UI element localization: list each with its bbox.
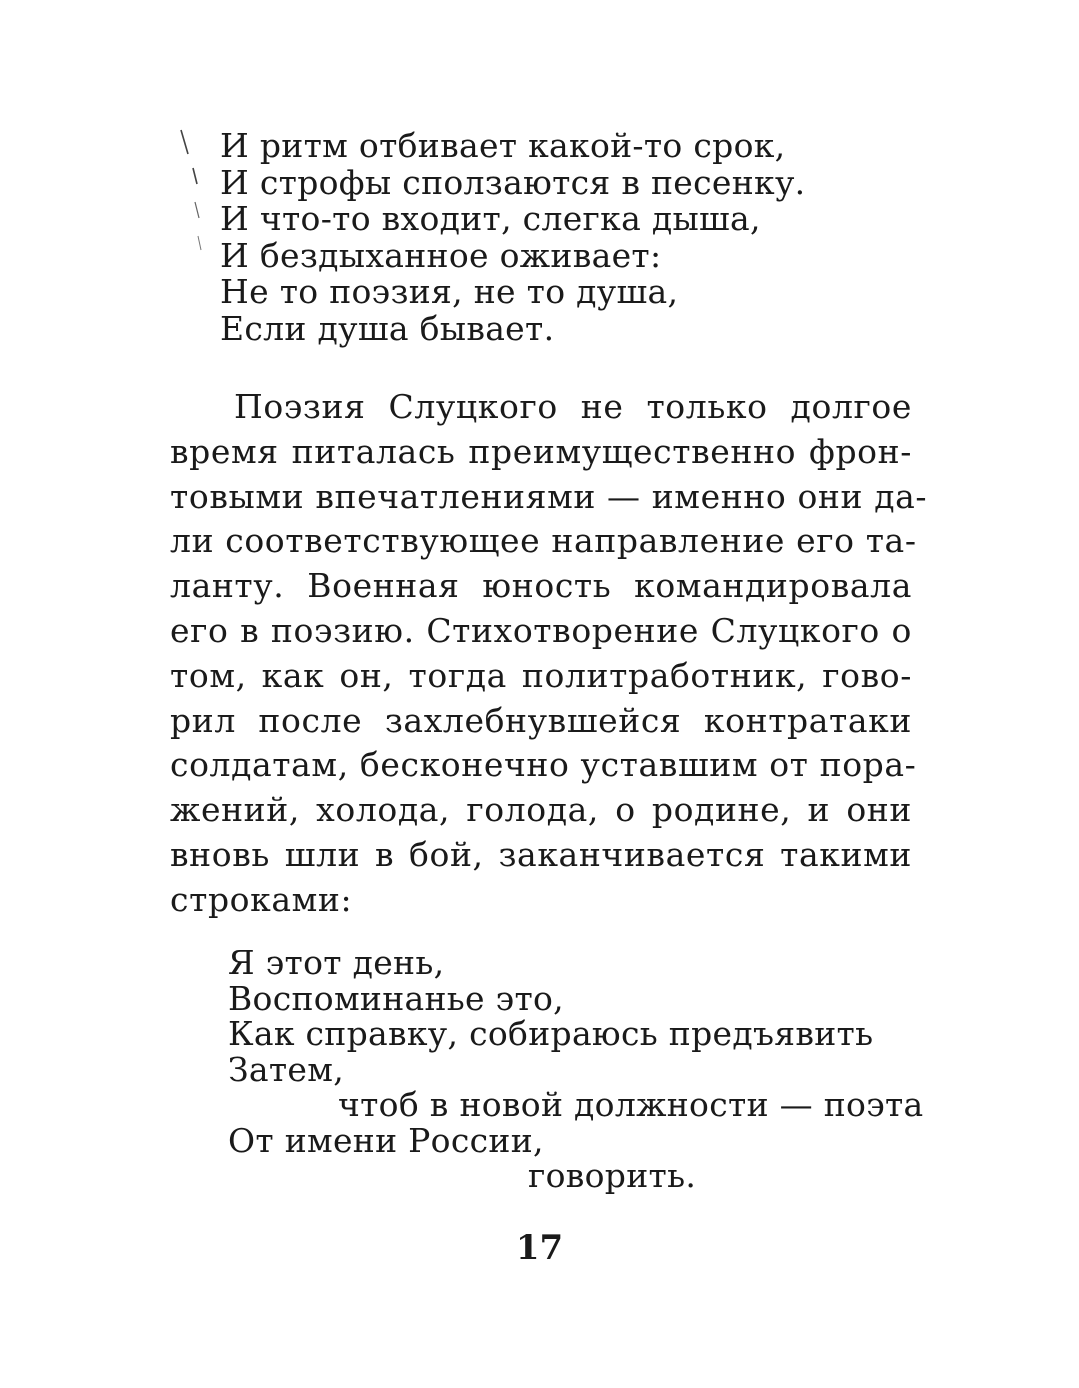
verse-line: И бездыханное оживает: [220,235,662,275]
prose-line: жений, холода, голода, о родине, и они [170,790,912,830]
margin-pencil-mark [178,128,218,268]
prose-line: Поэзия Слуцкого не только долгое [234,387,912,426]
verse-line: Не то поэзия, не то душа, [220,272,679,311]
prose-line: ли соответствующее направление его та- [170,521,917,561]
verse-line: чтоб в новой должности — поэта [338,1085,924,1124]
verse-line: От имени России, [228,1120,544,1160]
verse-quote-2 [228,945,924,1194]
prose-line: ланту. Военная юность командировала [170,566,912,606]
verse-line: говорить. [528,1156,697,1195]
prose-line: товыми впечатлениями — именно они да- [170,476,928,516]
prose-line: время питалась преимущественно фрон- [170,431,912,471]
verse-line: Воспоминанье это, [228,978,564,1018]
prose-line: рил после захлебнувшейся контратаки [170,700,912,740]
verse-quote-1 [220,128,805,347]
verse-line: Если душа бывает. [220,308,555,348]
prose-line: строками: [170,879,353,919]
verse-line: Затем, [228,1049,344,1089]
prose-paragraph [170,385,928,923]
verse-line: Я этот день, [228,943,445,982]
verse-line: Как справку, собираюсь предъявить [228,1014,874,1053]
verse-line: И что-то входит, слегка дыша, [220,199,761,238]
prose-line: вновь шли в бой, заканчивается такими [170,834,912,874]
verse-line: И строфы сползаются в песенку. [220,162,806,202]
prose-line: его в поэзию. Стихотворение Слуцкого о [170,610,912,650]
prose-line: солдатам, бесконечно уставшим от пора- [170,745,917,785]
verse-line: И ритм отбивает какой-то срок, [220,126,786,165]
page-number: 17 [515,1228,564,1268]
prose-line: том, как он, тогда политработник, гово- [170,655,912,695]
